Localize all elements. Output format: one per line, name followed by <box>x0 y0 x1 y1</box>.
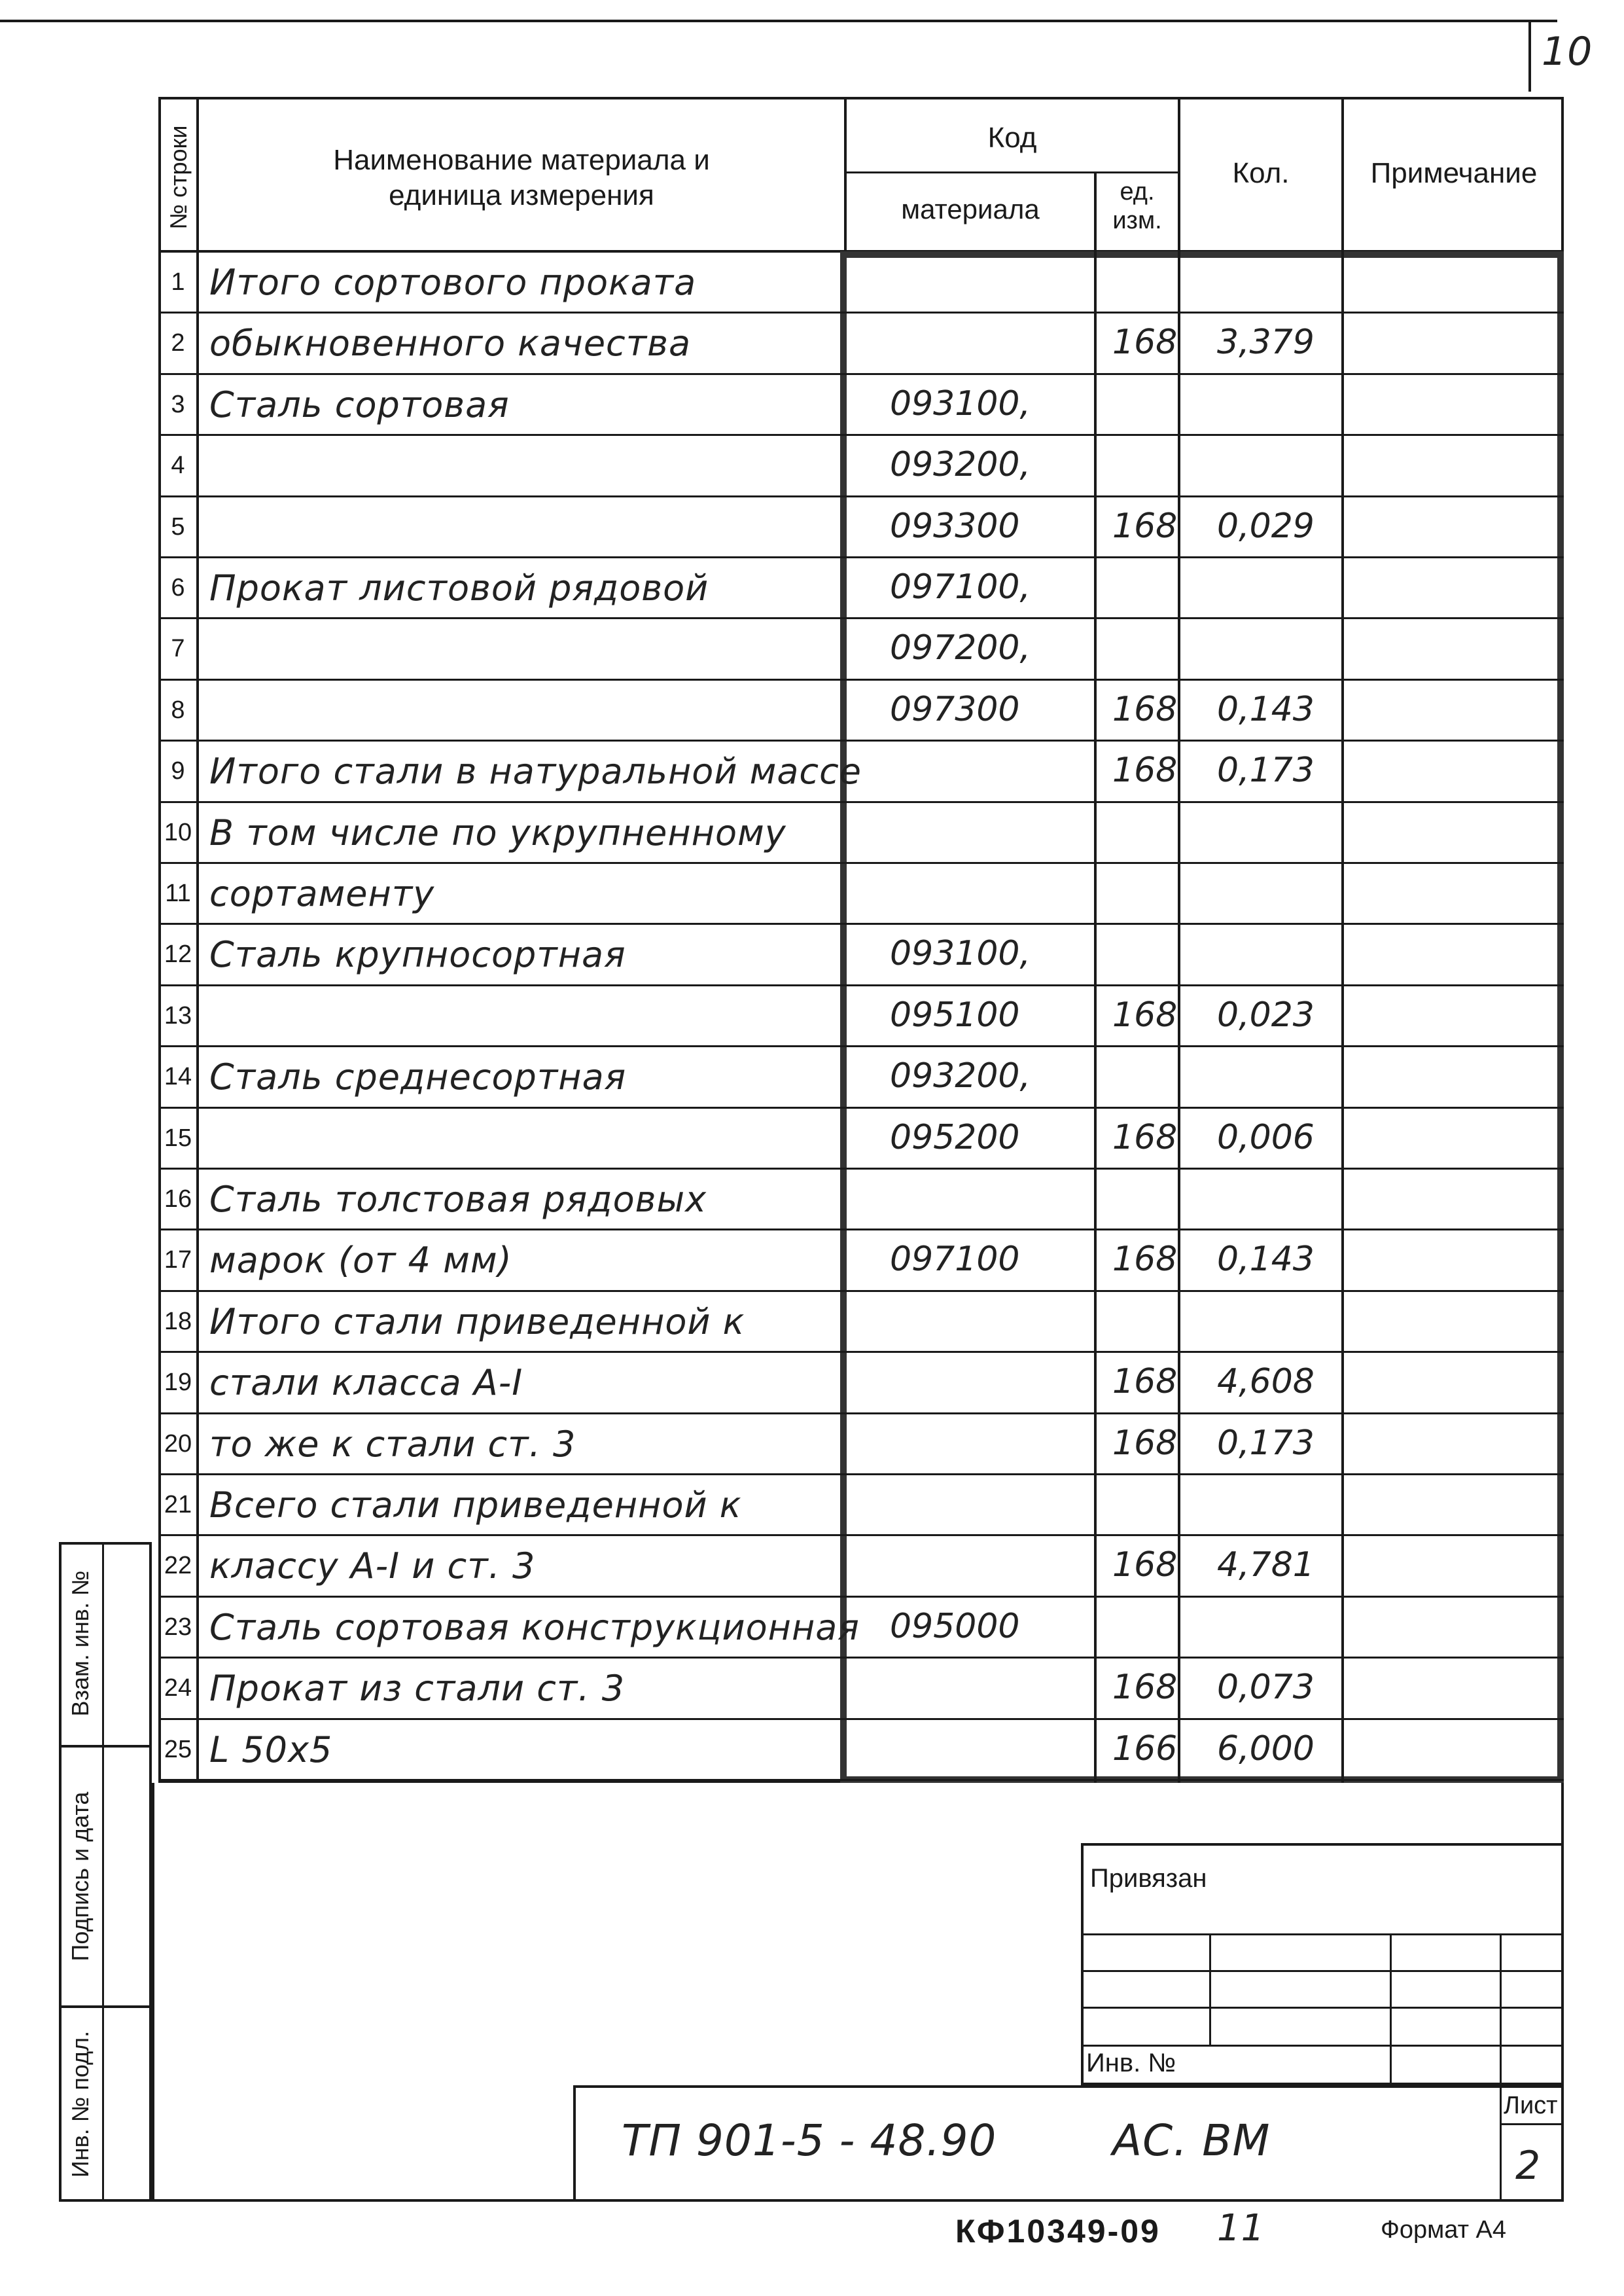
row-code: 097100 <box>890 1240 1020 1280</box>
table-row <box>0 803 1624 864</box>
row-name: Итого сортового проката <box>209 262 697 303</box>
col-divider-name <box>844 97 847 251</box>
row-unit: 168 <box>1112 1423 1178 1463</box>
side-vzam: Взам. инв. № <box>67 1570 94 1717</box>
row-name: Сталь крупносортная <box>209 934 626 976</box>
top-border <box>0 20 1557 22</box>
doc-mark: АС. ВМ <box>1112 2115 1271 2166</box>
row-qty: 4,608 <box>1217 1362 1315 1402</box>
row-name: стали класса А-I <box>209 1362 523 1404</box>
row-qty: 0,029 <box>1217 506 1315 546</box>
privyazan-grid-h4 <box>1081 2045 1564 2047</box>
table-row <box>0 253 1624 314</box>
row-number: 2 <box>171 329 185 357</box>
header-code: Код <box>987 122 1037 154</box>
header-note: Примечание <box>1370 157 1538 189</box>
row-line <box>158 1779 1564 1781</box>
row-unit: 168 <box>1112 1240 1178 1280</box>
row-qty: 0,023 <box>1217 995 1315 1035</box>
row-unit: 166 <box>1112 1729 1178 1768</box>
row-number: 3 <box>171 390 185 418</box>
header-material: материала <box>901 194 1040 224</box>
row-unit: 168 <box>1112 995 1178 1035</box>
table-row <box>0 1292 1624 1353</box>
table-row <box>0 436 1624 497</box>
row-unit: 168 <box>1112 506 1178 546</box>
row-code: 093100, <box>890 934 1031 974</box>
row-number: 1 <box>171 268 185 296</box>
side-inv-podl: Инв. № подл. <box>67 2030 94 2178</box>
row-code: 093100, <box>890 384 1031 423</box>
row-name: Итого стали в натуральной массе <box>209 751 862 793</box>
row-code: 093300 <box>890 506 1020 546</box>
table-row <box>0 1230 1624 1291</box>
table-row <box>0 314 1624 374</box>
format-label: Формат А4 <box>1381 2216 1507 2244</box>
table-row <box>0 1659 1624 1719</box>
table-row <box>0 925 1624 986</box>
row-number: 17 <box>164 1246 192 1274</box>
table-row <box>0 619 1624 680</box>
row-qty: 0,173 <box>1217 1423 1315 1463</box>
row-number: 10 <box>164 818 192 846</box>
table-row <box>0 864 1624 925</box>
row-number: 8 <box>171 696 185 724</box>
table-row <box>0 1720 1624 1781</box>
privyazan-grid-h3 <box>1081 2007 1564 2009</box>
privyazan-label: Привязан <box>1090 1864 1207 1893</box>
row-name: марок (от 4 мм) <box>209 1240 512 1282</box>
row-name: классу А-I и ст. 3 <box>209 1545 536 1587</box>
table-row <box>0 986 1624 1047</box>
row-qty: 0,173 <box>1217 751 1315 791</box>
inv-no-label: Инв. № <box>1086 2049 1176 2077</box>
row-name: Сталь сортовая <box>209 384 510 425</box>
row-number: 4 <box>171 452 185 480</box>
row-name: Прокат листовой рядовой <box>209 567 709 609</box>
row-code: 095000 <box>890 1606 1020 1646</box>
table-row <box>0 1109 1624 1170</box>
row-number: 22 <box>164 1552 192 1580</box>
row-number: 7 <box>171 635 185 663</box>
table-row <box>0 1170 1624 1230</box>
table-row <box>0 1353 1624 1414</box>
page-number: 10 <box>1542 29 1593 75</box>
row-number: 20 <box>164 1429 192 1458</box>
row-number: 25 <box>164 1735 192 1763</box>
row-name: то же к стали ст. 3 <box>209 1423 576 1465</box>
table-row <box>0 1475 1624 1536</box>
row-number: 18 <box>164 1307 192 1335</box>
page-number-box-left <box>1528 20 1531 92</box>
row-qty: 0,006 <box>1217 1117 1315 1157</box>
row-name: Сталь среднесортная <box>209 1056 627 1098</box>
row-name: В том числе по укрупненному <box>209 812 786 853</box>
table-row <box>0 375 1624 436</box>
row-unit: 168 <box>1112 1668 1178 1708</box>
privyazan-grid-v2 <box>1390 1933 1392 2085</box>
row-qty: 0,143 <box>1217 1240 1315 1280</box>
row-qty: 0,073 <box>1217 1668 1315 1708</box>
row-qty: 3,379 <box>1217 323 1315 363</box>
row-code: 097300 <box>890 689 1020 729</box>
header-qty: Кол. <box>1232 157 1290 189</box>
row-name: сортаменту <box>209 873 435 914</box>
row-qty: 6,000 <box>1217 1729 1315 1768</box>
row-code: 093200, <box>890 1056 1031 1096</box>
privyazan-grid-v1 <box>1209 1933 1211 2045</box>
table-row <box>0 1414 1624 1475</box>
table-row <box>0 558 1624 619</box>
header-name-line1: Наименование материала и <box>333 144 710 176</box>
table-row <box>0 742 1624 802</box>
row-code: 095100 <box>890 995 1020 1035</box>
row-name: обыкновенного качества <box>209 323 692 365</box>
row-code: 093200, <box>890 445 1031 485</box>
row-name: L 50х5 <box>209 1729 333 1770</box>
row-unit: 168 <box>1112 1362 1178 1402</box>
row-qty: 0,143 <box>1217 689 1315 729</box>
row-unit: 168 <box>1112 1117 1178 1157</box>
code-subheader-line <box>844 171 1179 173</box>
table-row <box>0 1047 1624 1108</box>
row-number: 19 <box>164 1369 192 1397</box>
header-unit-1: ед. <box>1120 178 1155 206</box>
row-number: 24 <box>164 1674 192 1702</box>
row-code: 095200 <box>890 1117 1020 1157</box>
sheet-label: Лист <box>1504 2092 1558 2119</box>
doc-code: ТП 901-5 - 48.90 <box>622 2115 997 2166</box>
table-row <box>0 497 1624 558</box>
sheet-number: 2 <box>1515 2143 1542 2189</box>
row-name: Сталь толстовая рядовых <box>209 1179 707 1220</box>
privyazan-grid-h1 <box>1081 1933 1564 1935</box>
stamp-code: КФ10349-09 <box>955 2213 1161 2250</box>
row-number: 12 <box>164 941 192 969</box>
sheet-box-left <box>1500 2085 1502 2202</box>
row-number: 15 <box>164 1124 192 1152</box>
row-code: 097100, <box>890 567 1031 607</box>
privyazan-grid-h2 <box>1081 1970 1564 1972</box>
table-row <box>0 1598 1624 1659</box>
row-name: Итого стали приведенной к <box>209 1300 745 1342</box>
table-row <box>0 1536 1624 1597</box>
row-number: 5 <box>171 512 185 541</box>
row-unit: 168 <box>1112 323 1178 363</box>
row-unit: 168 <box>1112 751 1178 791</box>
header-unit-2: изм. <box>1112 207 1162 234</box>
row-number: 13 <box>164 1001 192 1030</box>
row-name: Всего стали приведенной к <box>209 1484 742 1526</box>
row-name: Прокат из стали ст. 3 <box>209 1668 626 1710</box>
row-code: 097200, <box>890 628 1031 668</box>
header-name-line2: единица измерения <box>389 179 654 211</box>
header-row-no: № строки <box>165 125 192 230</box>
row-unit: 168 <box>1112 1545 1178 1585</box>
side-podpis: Подпись и дата <box>67 1791 94 1962</box>
sheet-box-divider <box>1500 2123 1564 2125</box>
privyazan-grid-v3 <box>1500 1933 1502 2085</box>
row-unit: 168 <box>1112 689 1178 729</box>
row-number: 9 <box>171 757 185 785</box>
handwritten-number: 11 <box>1217 2207 1265 2250</box>
row-number: 16 <box>164 1185 192 1213</box>
row-qty: 4,781 <box>1217 1545 1315 1585</box>
table-row <box>0 681 1624 742</box>
side-stamp-divider-v <box>102 1542 104 2202</box>
row-number: 21 <box>164 1491 192 1518</box>
row-number: 14 <box>164 1063 192 1091</box>
row-number: 11 <box>165 880 191 907</box>
row-number: 23 <box>164 1613 192 1641</box>
row-name: Сталь сортовая конструкционная <box>209 1606 860 1648</box>
row-number: 6 <box>171 574 185 601</box>
